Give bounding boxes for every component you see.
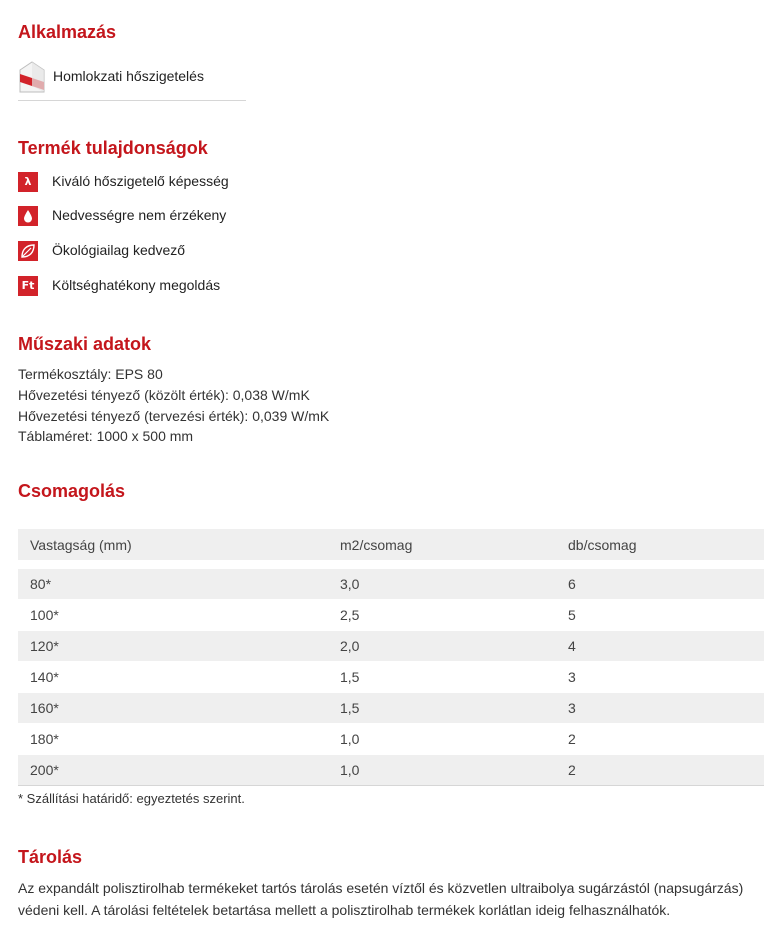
table-cell: 1,0 [328,724,556,755]
properties-heading: Termék tulajdonságok [18,138,208,158]
technical-heading: Műszaki adatok [18,334,152,354]
table-cell: 120* [18,631,328,662]
table-cell: 3 [556,662,764,693]
table-row [18,662,764,693]
facade-insulation-icon [18,60,46,94]
lambda-icon: λ [18,172,38,192]
table-cell: 4 [556,631,764,662]
table-row [18,569,764,600]
spec-line: Termékosztály: EPS 80 [18,366,163,382]
table-spacer [18,560,764,569]
leaf-icon [18,241,38,261]
column-header: m2/csomag [328,529,556,560]
table-row [18,631,764,662]
application-item [18,58,246,101]
table-cell: 200* [18,755,328,786]
application-item-label: Homlokzati hőszigetelés [53,68,204,84]
table-cell: 1,5 [328,662,556,693]
table-header-row [18,529,764,560]
table-cell: 1,5 [328,693,556,724]
storage-text: Az expandált polisztirolhab termékeket tartós tárolás esetén víztől és közvetlen ultraibolya sugárzástól (napsugárzás) védeni kell. A tárolási feltételek betartása mellett a polisztirolhab termékek korlátlan ideig felhasználhatók. [18,880,744,918]
packaging-table [18,529,764,786]
spec-line: Táblaméret: 1000 x 500 mm [18,428,194,444]
property-label: Kiváló hőszigetelő képesség [52,173,229,189]
table-cell: 2,5 [328,600,556,631]
spec-line: Hővezetési tényező (közölt érték): 0,038 W/mK [18,387,310,403]
table-row [18,755,764,786]
table-row [18,693,764,724]
table-row [18,724,764,755]
table-cell: 80* [18,569,328,600]
table-cell: 5 [556,600,764,631]
table-cell: 140* [18,662,328,693]
table-cell: 3 [556,693,764,724]
property-label: Költséghatékony megoldás [52,277,221,293]
spec-line: Hővezetési tényező (tervezési érték): 0,039 W/mK [18,408,330,424]
table-cell: 6 [556,569,764,600]
property-label: Ökológiailag kedvező [52,242,186,258]
table-cell: 1,0 [328,755,556,786]
table-cell: 2 [556,724,764,755]
table-cell: 2,0 [328,631,556,662]
column-header: db/csomag [556,529,764,560]
table-cell: 3,0 [328,569,556,600]
application-heading: Alkalmazás [18,22,117,42]
table-cell: 100* [18,600,328,631]
property-label: Nedvességre nem érzékeny [52,207,227,223]
forint-icon: Ft [18,276,38,296]
table-cell: 2 [556,755,764,786]
storage-heading: Tárolás [18,847,83,867]
column-header: Vastagság (mm) [18,529,328,560]
table-row [18,600,764,631]
packaging-heading: Csomagolás [18,481,126,501]
table-cell: 160* [18,693,328,724]
table-cell: 180* [18,724,328,755]
water-drop-icon [18,206,38,226]
delivery-note: * Szállítási határidő: egyeztetés szerint. [18,791,245,806]
